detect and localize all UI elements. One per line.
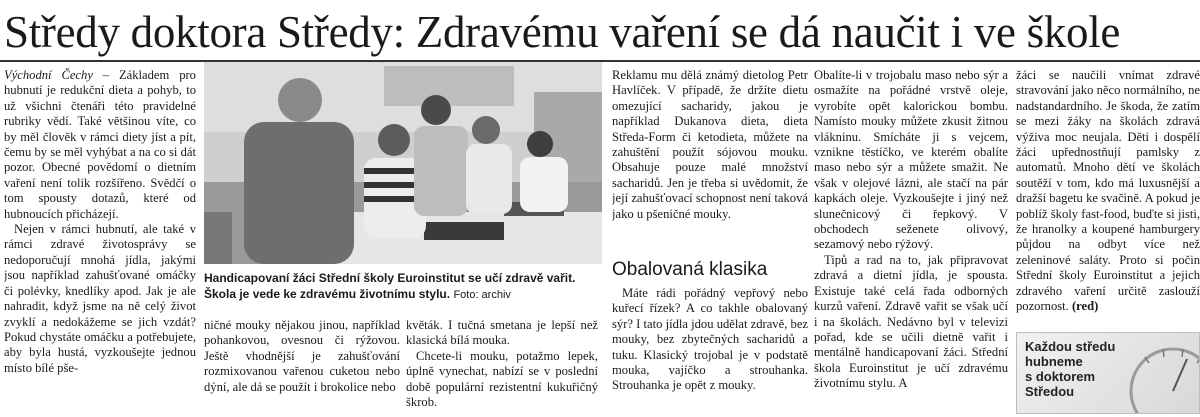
lead-text: – Základem pro hubnutí je redukční dieta a pohyb, to už všichni čtenáři této pravidelné rubriky vědí. Také většinou víte, co by měl člověk v rámci diety jíst a pít, čemu by se měl vyhýbat a na co si dát pozor. Obecné povědomí o dietním vaření není tolik rozšířeno. Svědčí o tom spousty dotazů, které od hubnoucích přicházejí. [4,68,196,221]
paragraph [1016,68,1200,315]
paragraph: Nejen v rámci hubnutí, ale také v rámci zdravé životosprávy se nedoporučují mnohá jídla, jakými jsou například zahušťované omáčky či polévky, knedlíky apod. Jak je ale nahradit, když jsme na ně celý život zvyklí a nedokážeme se jich vzdát? Pokud chystáte omáčku a potřebujete, aby byla hustá, vyzkoušejte jednou místo bílé pše- [4,222,196,375]
article-column-2 [204,318,400,417]
paragraph: květák. I tučná smetana je lepší než klasická bílá mouka. [406,318,598,348]
article-headline: Středy doktora Středy: Zdravému vaření se dá naučit i ve škole [4,7,1121,57]
section-subheading: Obalovaná klasika [612,259,768,280]
promo-line: hubneme [1025,354,1083,369]
photo-caption [204,270,602,312]
photo-credit: Foto: archiv [453,289,511,301]
paragraph: Reklamu mu dělá známý dietolog Petr Havlíček. V případě, že držíte dietu omezující sacharidy, jakou je například Dukanova dieta, dieta Středa-Form či ketodieta, můžete na zahuštění použít sójovou mouku. Obsahuje pouze malé množství sacharidů. Jen je třeba si uvědomit, že její zahušťovací schopnost není taková jako u pšeničné mouky. [612,68,808,221]
article-column-3 [406,318,598,417]
dateline: Východní Čechy [4,68,93,82]
closing-text: žáci se naučili vnímat zdravé stravování jako něco normálního, ne nadstandardního. Je škoda, že zatím se mezi žáky na školách zdravá výživa moc neujala. Děti i dospělí žáci upřednostňují pamlsky z automatů. Mnoho dětí ve školách soutěží v tom, kdo má luxusnější a dražší bagetu ke svačině. A pokud je poblíž školy fast-food, buďte si jisti, že hranolky a koupené hamburgery půjdou na odbyt více než zeleninové saláty. Proto si počin Střední školy Euroinstitut a jejich zdravého vaření určitě zaslouží pozornost. [1016,68,1200,314]
promo-text [1025,339,1137,399]
photo-kitchen-scene [204,62,602,264]
author-signature: (red) [1071,299,1099,314]
paragraph: Chcete-li mouku, potažmo lepek, úplně vynechat, nabízí se v poslední době populární rezistentní kukuřičný škrob. [406,348,598,410]
promo-line: s doktorem [1025,369,1096,384]
lead-paragraph [4,68,196,222]
article-column-1 [4,68,196,417]
caption-text: Handicapovaní žáci Střední školy Euroinstitut se učí zdravě vařit. Škola je vede ke zdravému životnímu stylu. [204,271,576,301]
paragraph: Tipů a rad na to, jak připravovat zdravá a dietní jídla, je spousta. Existuje také celá řada odborných kurzů vaření. Zdravě vařit se však učí i na školách. Nedávno byl v televizi pořad, kde se učili dietně vařit i mentálně handicapovaní žáci. Střední škola Euroinstitut je učí zdravému životnímu stylu. A [814,252,1008,391]
article-column-4-continued [612,286,808,417]
article-column-6 [1016,68,1200,330]
article-column-5 [814,68,1008,417]
paragraph: ničné mouky nějakou jinou, například pohankovou, ovesnou či rýžovou. Ještě vhodnější je zahušťování rozmixovanou vařenou cuketou nebo dýní, ale dá se použít i brokolice nebo [204,318,400,394]
series-promo-box [1016,332,1200,414]
paragraph: Obalíte-li v trojobalu maso nebo sýr a osmažíte na pořádné vrstvě oleje, vyrobíte opět kalorickou bombu. Namísto mouky můžete zkusit žitnou vlákninu. Smícháte ji s vejcem, vznikne těstíčko, ve kterém obalíte maso nebo sýr a můžete smažit. Ne však v olejové lázni, ale stačí na pár kapkách oleje. Vyzkoušejte i jiný než slunečnicový či řepkový. V obchodech seženete olivový, sezamový nebo rýžový. [814,68,1008,252]
article-photo [204,62,602,264]
paragraph: Máte rádi pořádný vepřový nebo kuřecí řízek? A co takhle obalovaný sýr? I tato jídla jdou udělat zdravě, bez mouky, bez zbytečných sacharidů a tuku. Klasický trojobal je v podstatě mouka, vajíčko a strouhanka. Strouhanka je opět z mouky. [612,286,808,393]
promo-line: Každou středu [1025,339,1116,354]
article-column-4 [612,68,808,239]
promo-line: Středou [1025,384,1075,399]
